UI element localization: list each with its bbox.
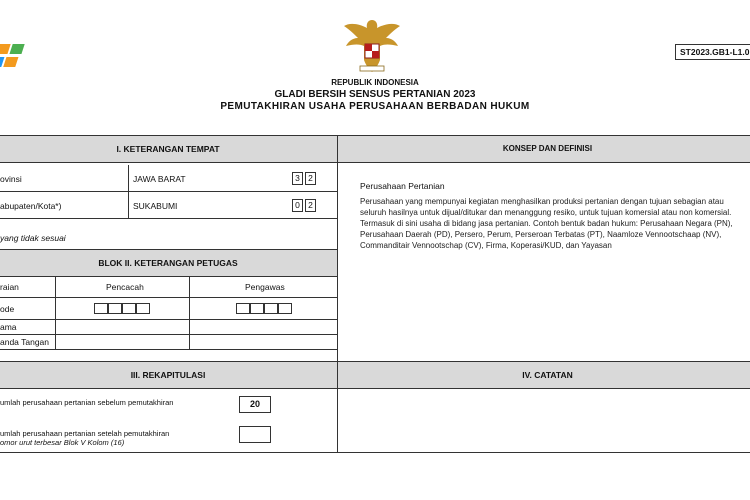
pengawas-label: Pengawas — [245, 282, 285, 292]
country-name: REPUBLIK INDONESIA — [331, 78, 419, 87]
provinsi-value: JAWA BARAT — [133, 174, 186, 184]
pencacah-label: Pencacah — [106, 282, 144, 292]
rekap-item2-value[interactable] — [239, 426, 271, 443]
blok2-row-line — [0, 349, 338, 350]
blok1-row-line — [0, 218, 338, 219]
konsep-line: Perusahaan Daerah (PD), Persero, Perum, Perseroan Terbatas (PT), Naamloze Vennootschaap (NV), — [360, 230, 722, 239]
form-code-box — [675, 44, 750, 60]
konsep-definition — [360, 196, 733, 251]
document-subtitle: PEMUTAKHIRAN USAHA PERUSAHAAN BERBADAN HUKUM — [220, 101, 530, 112]
pengawas-code-cell[interactable] — [250, 303, 264, 314]
konsep-line: seluruh hasilnya untuk dijual/ditukar dan menanggung resiko, untuk tujuan komersial atau non komersial. — [360, 208, 732, 217]
provinsi-label: ovinsi — [0, 174, 22, 184]
konsep-header: KONSEP DAN DEFINISI — [337, 135, 750, 163]
bps-logo-icon — [0, 40, 28, 78]
konsep-line: Termasuk di sini usaha di bidang jasa pertanian. Contoh bentuk badan hukum: Perusahaan Negara (PN), — [360, 219, 733, 228]
rekap-item1-value[interactable]: 20 — [239, 396, 271, 413]
blok2-row-line — [0, 319, 338, 320]
blok1-note: yang tidak sesuai — [0, 233, 66, 243]
konsep-subtitle: Perusahaan Pertanian — [360, 181, 445, 191]
blok2-header: BLOK II. KETERANGAN PETUGAS — [0, 249, 338, 277]
kabupaten-code-digit: 2 — [305, 199, 316, 212]
garuda-emblem-icon — [340, 16, 404, 74]
blok2-row-line — [0, 334, 338, 335]
pengawas-code-cell[interactable] — [236, 303, 250, 314]
pengawas-code-cell[interactable] — [278, 303, 292, 314]
kode-label: ode — [0, 304, 15, 314]
column-divider — [337, 135, 338, 453]
pencacah-code-cell[interactable] — [136, 303, 150, 314]
konsep-line: Perusahaan yang mempunyai kegiatan menghasilkan produksi pertanian dengan tujuan sebagian atau — [360, 197, 724, 206]
kabupaten-value: SUKABUMI — [133, 201, 178, 211]
pencacah-code-cell[interactable] — [108, 303, 122, 314]
blok1-header: I. KETERANGAN TEMPAT — [0, 135, 338, 163]
blok3-header: III. REKAPITULASI — [0, 361, 338, 389]
konsep-line: Commanditair Vennootschap (CV), Firma, Koperasi/KUD, dan Yayasan — [360, 241, 612, 250]
pencacah-code-cell[interactable] — [122, 303, 136, 314]
provinsi-code-digit: 2 — [305, 172, 316, 185]
blok2-row-line — [0, 297, 338, 298]
kabupaten-code-digit: 0 — [292, 199, 303, 212]
kabupaten-label: abupaten/Kota*) — [0, 201, 62, 211]
pencacah-code-cell[interactable] — [94, 303, 108, 314]
provinsi-code-digit: 3 — [292, 172, 303, 185]
blok1-row-line — [0, 191, 338, 192]
form-code: ST2023.GB1-L1.0 — [680, 47, 750, 57]
blok2-divider — [189, 277, 190, 349]
blok2-divider — [55, 277, 56, 349]
uraian-label: raian — [0, 282, 19, 292]
document-title: GLADI BERSIH SENSUS PERTANIAN 2023 — [274, 89, 476, 100]
rekap-item1-label: umlah perusahaan pertanian sebelum pemutakhiran — [0, 398, 174, 407]
catatan-area[interactable] — [340, 392, 745, 450]
nama-label: ama — [0, 322, 17, 332]
rekap-item2-note: omor urut terbesar Blok V Kolom (16) — [0, 438, 125, 447]
pengawas-code-cell[interactable] — [264, 303, 278, 314]
tanda-tangan-label: anda Tangan — [0, 337, 50, 347]
rekap-item2-label: umlah perusahaan pertanian setelah pemutakhiran — [0, 429, 170, 438]
catatan-header: IV. CATATAN — [337, 361, 750, 389]
